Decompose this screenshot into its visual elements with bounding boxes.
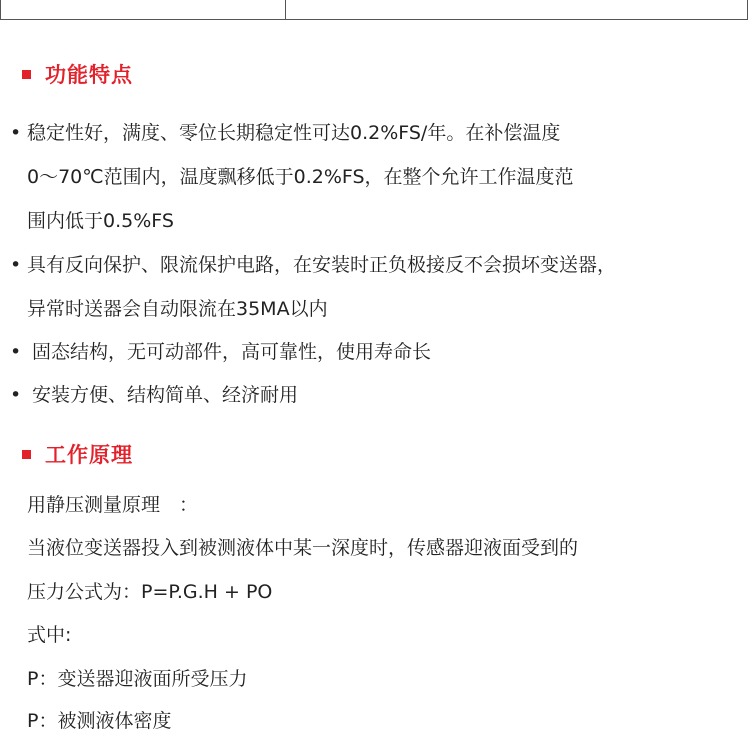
principle-heading: 工作原理 [45,443,133,467]
principle-line-5: P：变送器迎液面所受压力 [27,668,248,690]
feature-1-line-2: 0～70℃范围内，温度飘移低于0.2%FS，在整个允许工作温度范 [27,166,574,188]
table-column-divider [285,0,286,19]
bullet-icon: • [10,254,22,276]
bullet-icon: • [10,122,22,144]
section-marker-icon [22,450,31,459]
feature-1-line-3: 围内低于0.5%FS [27,210,174,232]
principle-line-4: 式中: [27,624,72,646]
feature-2-line-2: 异常时送器会自动限流在35MA以内 [27,298,328,320]
principle-line-1: 用静压测量原理 ： [27,494,199,516]
top-table-fragment [0,0,748,20]
principle-line-2: 当液位变送器投入到被测液体中某一深度时，传感器迎液面受到的 [27,537,579,559]
section-marker-icon [22,70,31,79]
bullet-icon: • [10,341,22,363]
feature-4-line-1: 安装方便、结构简单、经济耐用 [32,384,299,406]
feature-1-line-1: 稳定性好，满度、零位长期稳定性可达0.2%FS/年。在补偿温度 [27,122,561,144]
bullet-icon: • [10,384,22,406]
features-section-header [22,59,133,89]
principle-section-header [22,439,133,469]
principle-line-6: P：被测液体密度 [27,710,172,732]
feature-2-line-1: 具有反向保护、限流保护电路，在安装时正负极接反不会损坏变送器， [27,254,617,276]
principle-line-3: 压力公式为：P=P.G.H + PO [27,581,273,603]
feature-3-line-1: 固态结构，无可动部件，高可靠性，使用寿命长 [32,341,432,363]
features-heading: 功能特点 [45,63,133,87]
